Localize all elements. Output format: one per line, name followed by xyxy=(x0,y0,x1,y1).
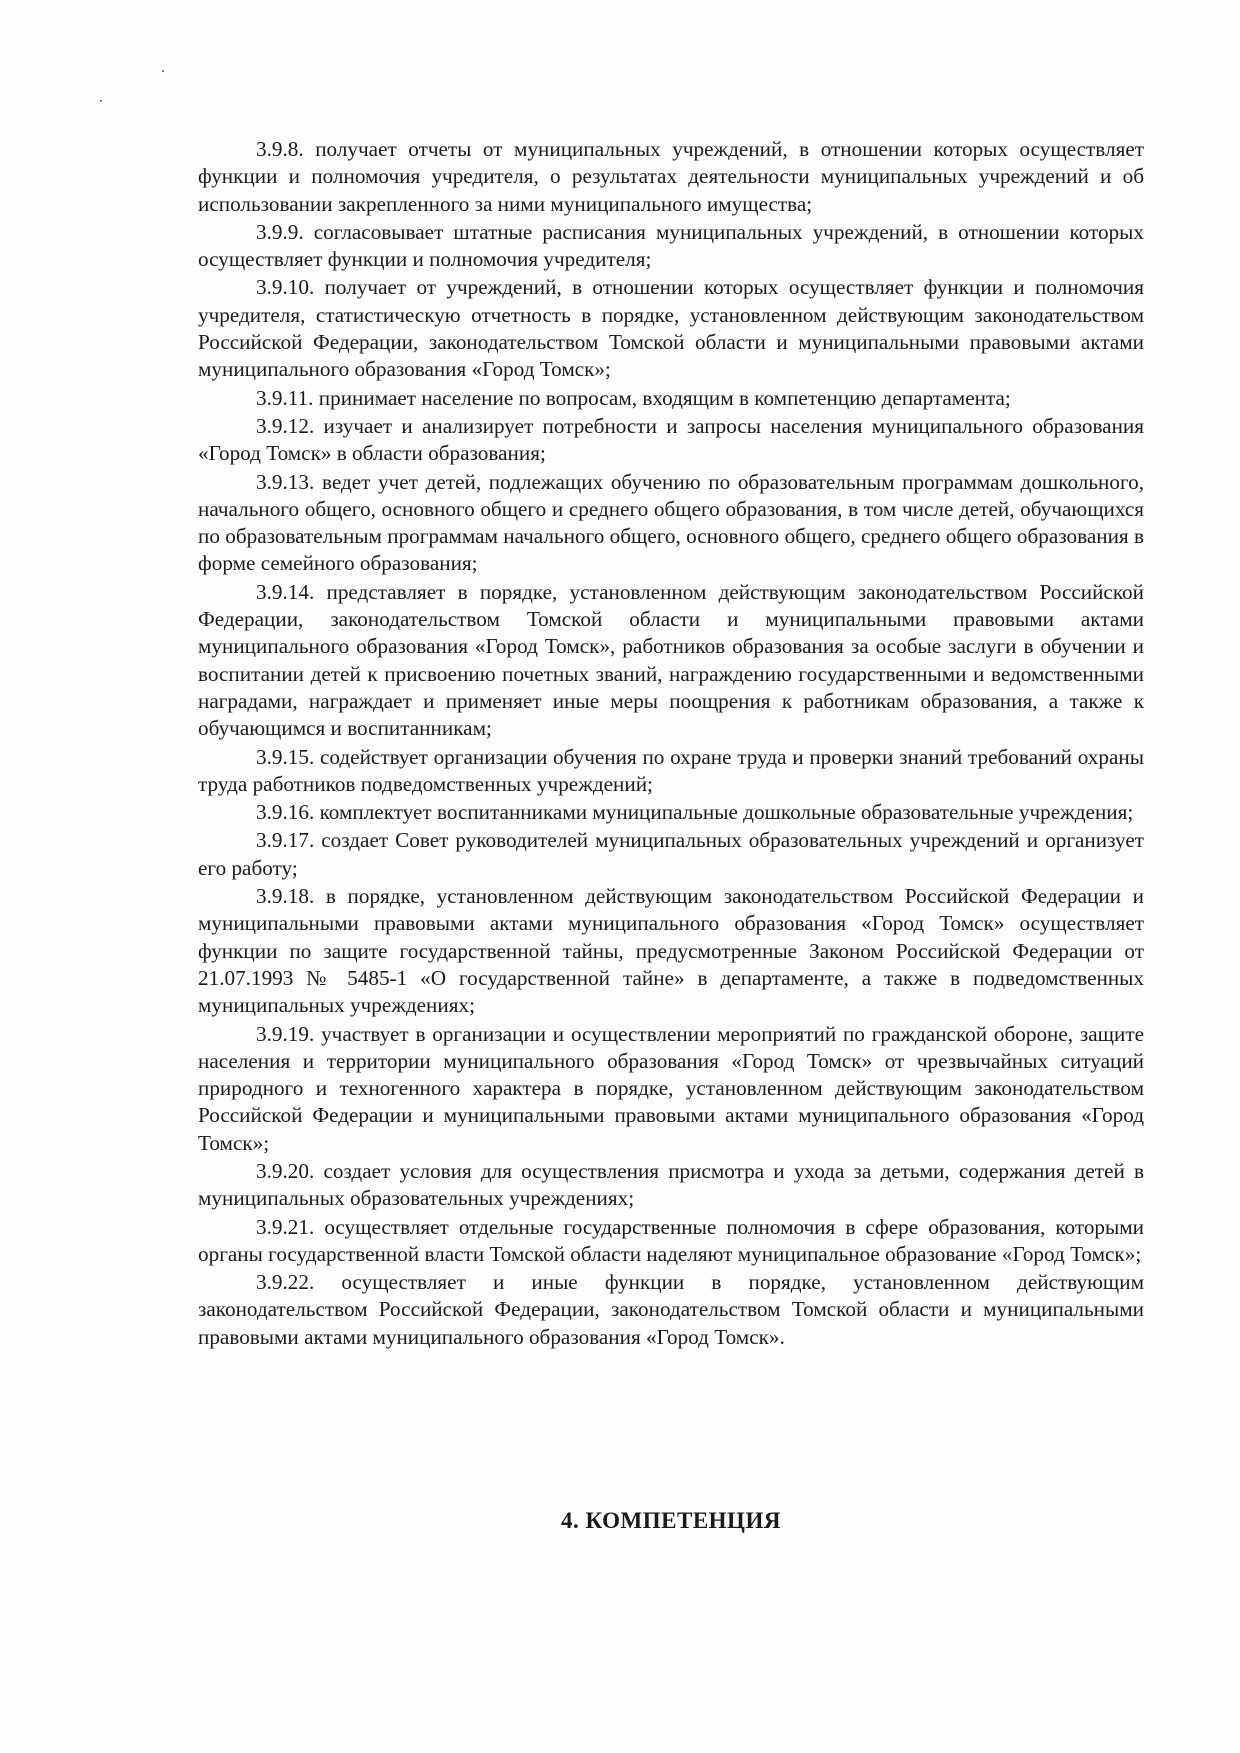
paragraph-3-9-13: 3.9.13. ведет учет детей, подлежащих обучению по образовательным программам дошкольного, начального общего, основного общего и среднего общего образования, в том числе детей, обучающихся по образовательным программам начального общего, основного общего, среднего общего образования в форме семейного образования; xyxy=(198,469,1144,576)
section-heading: 4. КОМПЕТЕНЦИЯ xyxy=(561,1508,781,1533)
paragraph-3-9-17: 3.9.17. создает Совет руководителей муниципальных образовательных учреждений и организует его работу; xyxy=(198,828,1144,880)
paragraph-3-9-9: 3.9.9. согласовывает штатные расписания муниципальных учреждений, в отношении которых осуществляет функции и полномочия учредителя; xyxy=(198,219,1144,272)
scan-artifact-dot xyxy=(100,100,102,102)
paragraph-3-9-12: 3.9.12. изучает и анализирует потребности и запросы населения муниципального образования «Город Томск» в области образования; xyxy=(198,413,1144,466)
paragraph-3-9-10: 3.9.10. получает от учреждений, в отношении которых осуществляет функции и полномочия учредителя, статистическую отчетность в порядке, установленном действующим законодательством Российской Федерации, законодательством Томской области и муниципальными правовыми актами муниципального образования «Город Томск»; xyxy=(198,275,1144,382)
paragraph-3-9-19: 3.9.19. участвует в организации и осуществлении мероприятий по гражданской обороне, защите населения и территории муниципального образования «Город Томск» от чрезвычайных ситуаций природного и техногенного характера в порядке, установленном действующим законодательством Российской Федерации и муниципальными правовыми актами муниципального образования «Город Томск»; xyxy=(198,1021,1144,1155)
paragraph-3-9-11: 3.9.11. принимает население по вопросам, входящим в компетенцию департамента; xyxy=(256,385,1011,410)
paragraph-3-9-18: 3.9.18. в порядке, установленном действующим законодательством Российской Федерации и муниципальными правовыми актами муниципального образования «Город Томск» осуществляет функции по защите государственной тайны, предусмотренные Законом Российской Федерации от 21.07.1993 № 5485-1 «О государственной тайне» в департаменте, а также в подведомственных муниципальных учреждениях; xyxy=(198,884,1144,1018)
document-body xyxy=(198,136,1144,1352)
paragraph-3-9-22: 3.9.22. осуществляет и иные функции в порядке, установленном действующим законодательством Российской Федерации, законодательством Томской области и муниципальными правовыми актами муниципального образования «Город Томск». xyxy=(198,1270,1144,1349)
paragraph-3-9-8: 3.9.8. получает отчеты от муниципальных учреждений, в отношении которых осуществляет функции и полномочия учредителя, о результатах деятельности муниципальных учреждений и об использовании закрепленного за ними муниципального имущества; xyxy=(198,137,1144,216)
paragraph-3-9-16: 3.9.16. комплектует воспитанниками муниципальные дошкольные образовательные учреждения; xyxy=(256,800,1134,825)
scan-artifact-dot xyxy=(162,70,164,72)
paragraph-3-9-14: 3.9.14. представляет в порядке, установленном действующим законодательством Российской Федерации, законодательством Томской области и муниципальными правовыми актами муниципального образования «Город Томск», работников образования за особые заслуги в обучении и воспитании детей к присвоению почетных званий, награждению государственными и ведомственными наградами, награждает и применяет иные меры поощрения к работникам образования, а также к обучающимся и воспитанникам; xyxy=(198,579,1144,741)
paragraph-3-9-21: 3.9.21. осуществляет отдельные государственные полномочия в сфере образования, которыми органы государственной власти Томской области наделяют муниципальное образование «Город Томск»; xyxy=(198,1214,1144,1266)
paragraph-3-9-20: 3.9.20. создает условия для осуществления присмотра и ухода за детьми, содержания детей в муниципальных образовательных учреждениях; xyxy=(198,1158,1144,1211)
paragraph-3-9-15: 3.9.15. содействует организации обучения по охране труда и проверки знаний требований охраны труда работников подведомственных учреждений; xyxy=(198,744,1144,796)
